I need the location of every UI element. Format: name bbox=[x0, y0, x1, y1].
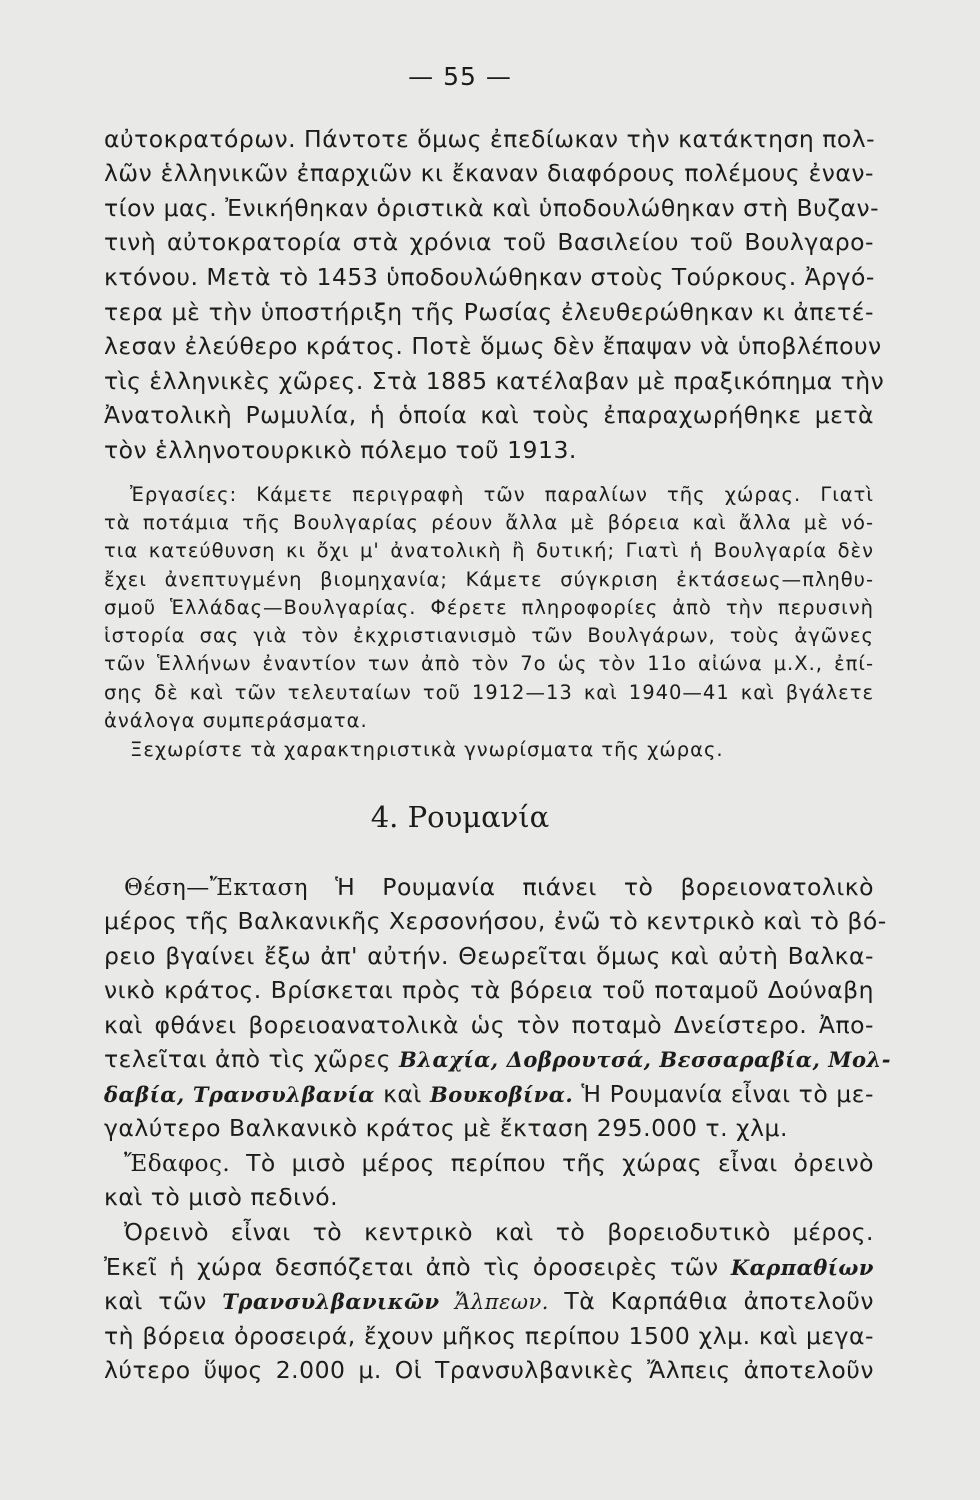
section-title: Ρουμανία bbox=[407, 800, 550, 834]
text-line: τίον μας. Ἐνικήθηκαν ὁριστικὰ καὶ ὑποδουλώθηκαν στὴ Βυζαν- bbox=[104, 194, 880, 222]
text-line: αὐτοκρατόρων. Πάντοτε ὅμως ἐπεδίωκαν τὴν κατάκτηση πολ- bbox=[104, 125, 876, 153]
page-number: — 55 — bbox=[408, 62, 512, 91]
text-span: Ἐκεῖ ἡ χώρα δεσπόζεται ἀπὸ τὶς ὀροσειρὲς τῶν bbox=[104, 1253, 719, 1281]
text-line: λύτερο ὕψος 2.000 μ. Οἱ Τρανσυλβανικὲς Ἄλπεις ἀποτελοῦν bbox=[104, 1356, 874, 1384]
place-name: Τρανσυλβανία bbox=[192, 1082, 375, 1107]
exercises-first-line bbox=[130, 483, 874, 506]
text-line: Ὀρεινὸ εἶναι τὸ κεντρικὸ καὶ τὸ βορειοδυτικὸ μέρος. bbox=[124, 1218, 874, 1246]
exercises-label: Ἐργασίες bbox=[130, 483, 230, 506]
place-name: Βλαχία, bbox=[398, 1047, 499, 1072]
exercise-line: ἀνάλογα συμπεράσματα. bbox=[104, 709, 368, 732]
place-name: Μολ- bbox=[828, 1047, 891, 1072]
terrain-text: Τὸ μισὸ μέρος περίπου τῆς χώρας εἶναι ὀρεινὸ bbox=[246, 1149, 874, 1177]
exercise-line: σης δὲ καὶ τῶν τελευταίων τοῦ 1912—13 καὶ 1940—41 καὶ βγάλετε bbox=[104, 681, 874, 704]
text-span: Ἡ Ρουμανία εἶναι τὸ με- bbox=[581, 1080, 874, 1108]
text-line: τερα μὲ τὴν ὑποστήριξη τῆς Ρωσίας ἐλευθερώθηκαν κι ἀπετέ- bbox=[104, 298, 874, 326]
position-heading: Θέση—Ἔκταση bbox=[124, 875, 309, 901]
place-name: Βεσσαραβία, bbox=[659, 1047, 821, 1072]
section-heading bbox=[0, 800, 920, 834]
text-line: τὴ βόρεια ὀροσειρά, ἔχουν μῆκος περίπου 1500 χλμ. καὶ μεγα- bbox=[104, 1322, 874, 1350]
exercise-line: ἱστορία σας γιὰ τὸν ἐκχριστιανισμὸ τῶν Βουλγάρων, τοὺς ἀγῶνες bbox=[104, 624, 874, 647]
place-name: Τρανσυλβανικῶν bbox=[222, 1289, 440, 1314]
text-span: καὶ bbox=[383, 1080, 422, 1108]
place-name: δαβία, bbox=[104, 1082, 185, 1107]
text-line: Ἀνατολικὴ Ρωμυλία, ἡ ὁποία καὶ τοὺς ἐπαραχωρήθηκε μετὰ bbox=[104, 401, 874, 429]
exercise-line: τὰ ποτάμια τῆς Βουλγαρίας ρέουν ἄλλα μὲ βόρεια καὶ ἄλλα μὲ νό- bbox=[104, 511, 874, 534]
mountains-line-2 bbox=[104, 1287, 874, 1315]
text-line: τινὴ αὐτοκρατορία στὰ χρόνια τοῦ Βασιλείου τοῦ Βουλγαρο- bbox=[104, 228, 874, 256]
text-span: Τὰ Καρπάθια ἀποτελοῦν bbox=[564, 1287, 874, 1315]
place-name: Δοβρουτσά, bbox=[506, 1047, 652, 1072]
position-first-line bbox=[124, 873, 874, 901]
place-name: Ἄλπεων. bbox=[455, 1290, 549, 1314]
text-line: νικὸ κράτος. Βρίσκεται πρὸς τὰ βόρεια τοῦ ποταμοῦ Δούναβη bbox=[104, 976, 874, 1004]
exercises-text: : Κάμετε περιγραφὴ τῶν παραλίων τῆς χώρας. Γιατὶ bbox=[229, 483, 874, 506]
text-line: γαλύτερο Βαλκανικὸ κράτος μὲ ἔκταση 295.000 τ. χλμ. bbox=[104, 1114, 788, 1142]
countries-line bbox=[104, 1045, 891, 1073]
text-line: κτόνου. Μετὰ τὸ 1453 ὑποδουλώθηκαν στοὺς Τούρκους. Ἀργό- bbox=[104, 263, 875, 291]
countries-line-2 bbox=[104, 1080, 874, 1108]
text-line: καὶ φθάνει βορειοανατολικὰ ὡς τὸν ποταμὸ Δνείστερο. Ἀπο- bbox=[104, 1011, 874, 1039]
exercise-line: ἔχει ἀνεπτυγμένη βιομηχανία; Κάμετε σύγκριση ἐκτάσεως—πληθυ- bbox=[104, 568, 874, 591]
text-line: λεσαν ἐλεύθερο κράτος. Ποτὲ ὅμως δὲν ἔπαψαν νὰ ὑποβλέπουν bbox=[104, 332, 882, 360]
text-line: τὶς ἑλληνικὲς χῶρες. Στὰ 1885 κατέλαβαν μὲ πραξικόπημα τὴν bbox=[104, 367, 885, 395]
position-text: Ἡ Ρουμανία πιάνει τὸ βορειονατολικὸ bbox=[335, 873, 874, 901]
exercise-line: σμοῦ Ἑλλάδας—Βουλγαρίας. Φέρετε πληροφορίες ἀπὸ τὴν περυσινὴ bbox=[104, 596, 874, 619]
text-line: ρειο βγαίνει ἔξω ἀπ' αὐτήν. Θεωρεῖται ὅμως καὶ αὐτὴ Βαλκα- bbox=[104, 942, 874, 970]
text-span: τελεῖται ἀπὸ τὶς χῶρες bbox=[104, 1045, 391, 1073]
place-name: Καρπαθίων bbox=[730, 1255, 874, 1280]
text-span: καὶ τῶν bbox=[104, 1287, 207, 1315]
exercise-final-line: Ξεχωρίστε τὰ χαρακτηριστικὰ γνωρίσματα τῆς χώρας. bbox=[130, 738, 724, 761]
exercise-line: τια κατεύθυνση κι ὄχι μ' ἀνατολικὴ ἢ δυτική; Γιατὶ ἡ Βουλγαρία δὲν bbox=[104, 539, 874, 562]
section-number: 4. bbox=[370, 800, 399, 834]
place-name: Βουκοβίνα. bbox=[429, 1082, 574, 1107]
text-line: τὸν ἑλληνοτουρκικὸ πόλεμο τοῦ 1913. bbox=[104, 436, 577, 464]
text-line: καὶ τὸ μισὸ πεδινό. bbox=[104, 1183, 339, 1211]
terrain-first-line bbox=[124, 1149, 874, 1177]
mountains-line bbox=[104, 1253, 874, 1281]
exercise-line: τῶν Ἑλλήνων ἐναντίον των ἀπὸ τὸν 7ο ὡς τὸν 11ο αἰώνα μ.Χ., ἐπί- bbox=[104, 652, 874, 675]
text-line: μέρος τῆς Βαλκανικῆς Χερσονήσου, ἐνῶ τὸ κεντρικὸ καὶ τὸ βό- bbox=[104, 907, 887, 935]
text-line: λῶν ἑλληνικῶν ἐπαρχιῶν κι ἔκαναν διαφόρους πολέμους ἐναν- bbox=[104, 159, 874, 187]
terrain-heading: Ἔδαφος. bbox=[124, 1151, 231, 1177]
